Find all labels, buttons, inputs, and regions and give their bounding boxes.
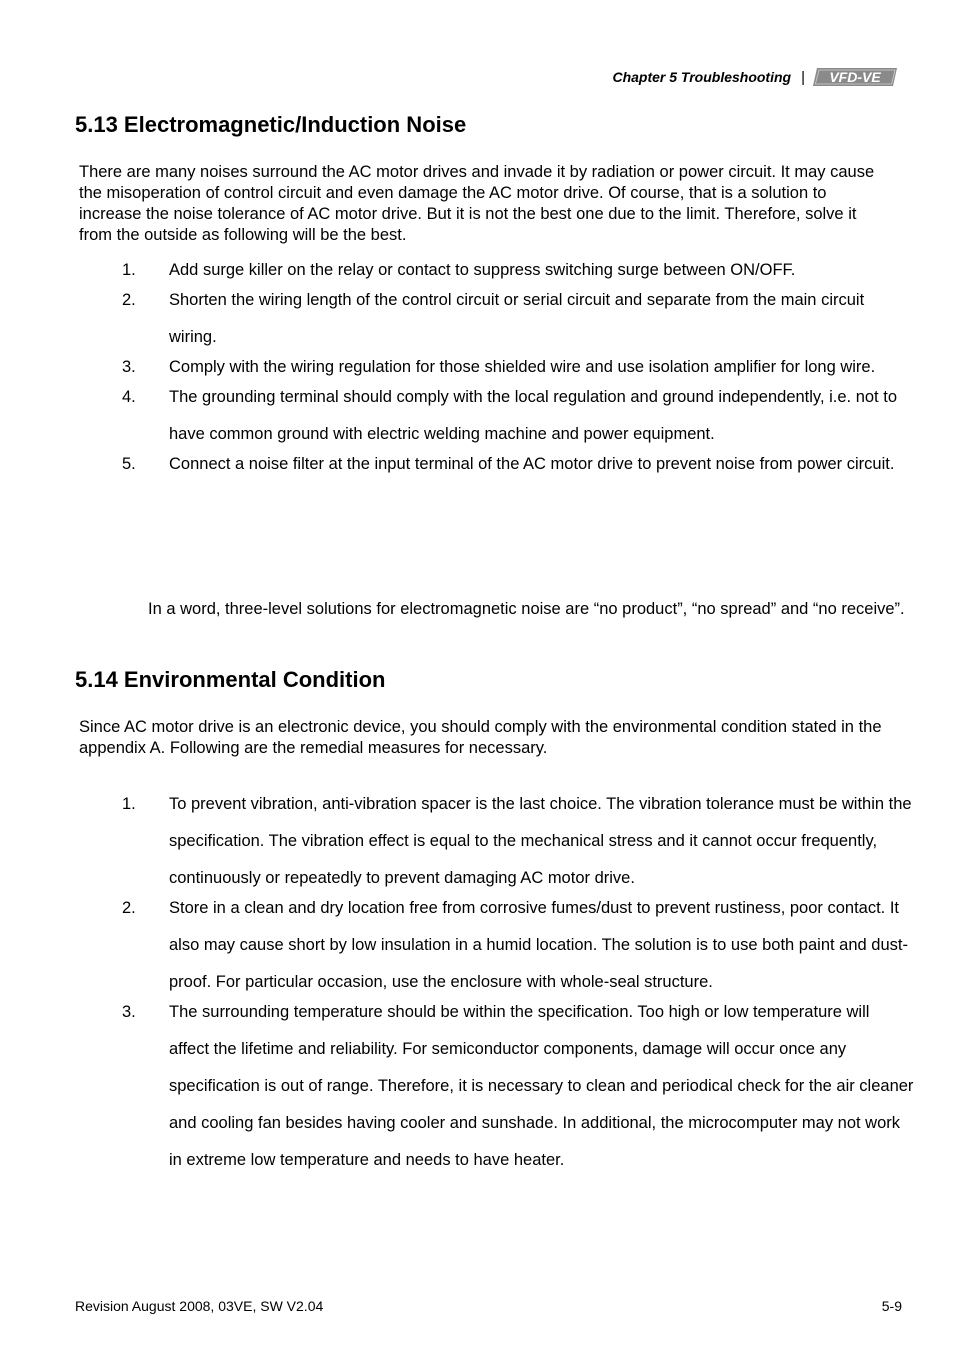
list-item-text: Store in a clean and dry location free from corrosive fumes/dust to prevent rustiness, poor contact. It also may cause short by low insulation in a humid location. The solution is to use both paint and dust-proof. For particular occasion, use the enclosure with whole-seal structure. [169, 899, 908, 991]
list-item-number: 2. [122, 899, 136, 917]
list-item [0, 994, 954, 1179]
list-item [0, 379, 954, 453]
list-item [0, 282, 954, 356]
list-item-text: Connect a noise filter at the input terminal of the AC motor drive to prevent noise from power circuit. [169, 455, 895, 473]
list-item-number: 4. [122, 388, 136, 406]
list-item [0, 890, 954, 1001]
section-5-14-title: 5.14 Environmental Condition [75, 667, 386, 692]
header-chapter-title: Chapter 5 Troubleshooting [612, 69, 792, 85]
list-item-number: 3. [122, 358, 136, 376]
footer-revision: Revision August 2008, 03VE, SW V2.04 [75, 1298, 324, 1314]
list-item [0, 446, 954, 483]
header-separator: | [801, 68, 805, 86]
list-item-number: 2. [122, 291, 136, 309]
logo-text: VFD-VE [829, 69, 881, 85]
noise-measures-list [0, 252, 954, 483]
running-header [612, 68, 897, 86]
list-item-text: Add surge killer on the relay or contact to suppress switching surge between ON/OFF. [169, 261, 796, 279]
list-item-number: 3. [122, 1003, 136, 1021]
list-item-text: The surrounding temperature should be within the specification. Too high or low temperature will affect the lifetime and reliability. For semiconductor components, damage will occur once any specification is out of range. Therefore, it is necessary to clean and periodical check for the air cleaner and cooling fan besides having cooler and sunshade. In additional, the microcomputer may not work in extreme low temperature and needs to have heater. [169, 1003, 914, 1169]
list-item-text: The grounding terminal should comply with the local regulation and ground independently, i.e. not to have common ground with electric welding machine and power equipment. [169, 388, 897, 443]
section-5-14-intro: Since AC motor drive is an electronic device, you should comply with the environmental condition stated in the appendix A. Following are the remedial measures for necessary. [79, 718, 882, 757]
footer-page-number: 5-9 [881, 1298, 902, 1314]
list-item-text: Comply with the wiring regulation for those shielded wire and use isolation amplifier for long wire. [169, 358, 876, 376]
section-5-13-intro: There are many noises surround the AC motor drives and invade it by radiation or power circuit. It may cause the misoperation of control circuit and even damage the AC motor drive. Of course, that is a solution to increase the noise tolerance of AC motor drive. But it is not the best one due to the limit. Therefore, solve it from the outside as following will be the best. [79, 163, 875, 244]
list-item [0, 786, 954, 897]
list-item-text: Shorten the wiring length of the control circuit or serial circuit and separate from the main circuit wiring. [169, 291, 865, 346]
list-item-text: To prevent vibration, anti-vibration spacer is the last choice. The vibration tolerance must be within the specification. The vibration effect is equal to the mechanical stress and it cannot occur frequently, continuously or repeatedly to prevent damaging AC motor drive. [169, 795, 912, 887]
section-5-13-title: 5.13 Electromagnetic/Induction Noise [75, 112, 467, 137]
list-item-number: 1. [122, 261, 136, 279]
section-5-13-closing: In a word, three-level solutions for electromagnetic noise are “no product”, “no spread” and “no receive”. [148, 600, 905, 618]
environment-measures-list [0, 786, 954, 1179]
vfd-ve-logo [813, 68, 897, 86]
list-item-number: 1. [122, 795, 136, 813]
list-item-number: 5. [122, 455, 136, 473]
